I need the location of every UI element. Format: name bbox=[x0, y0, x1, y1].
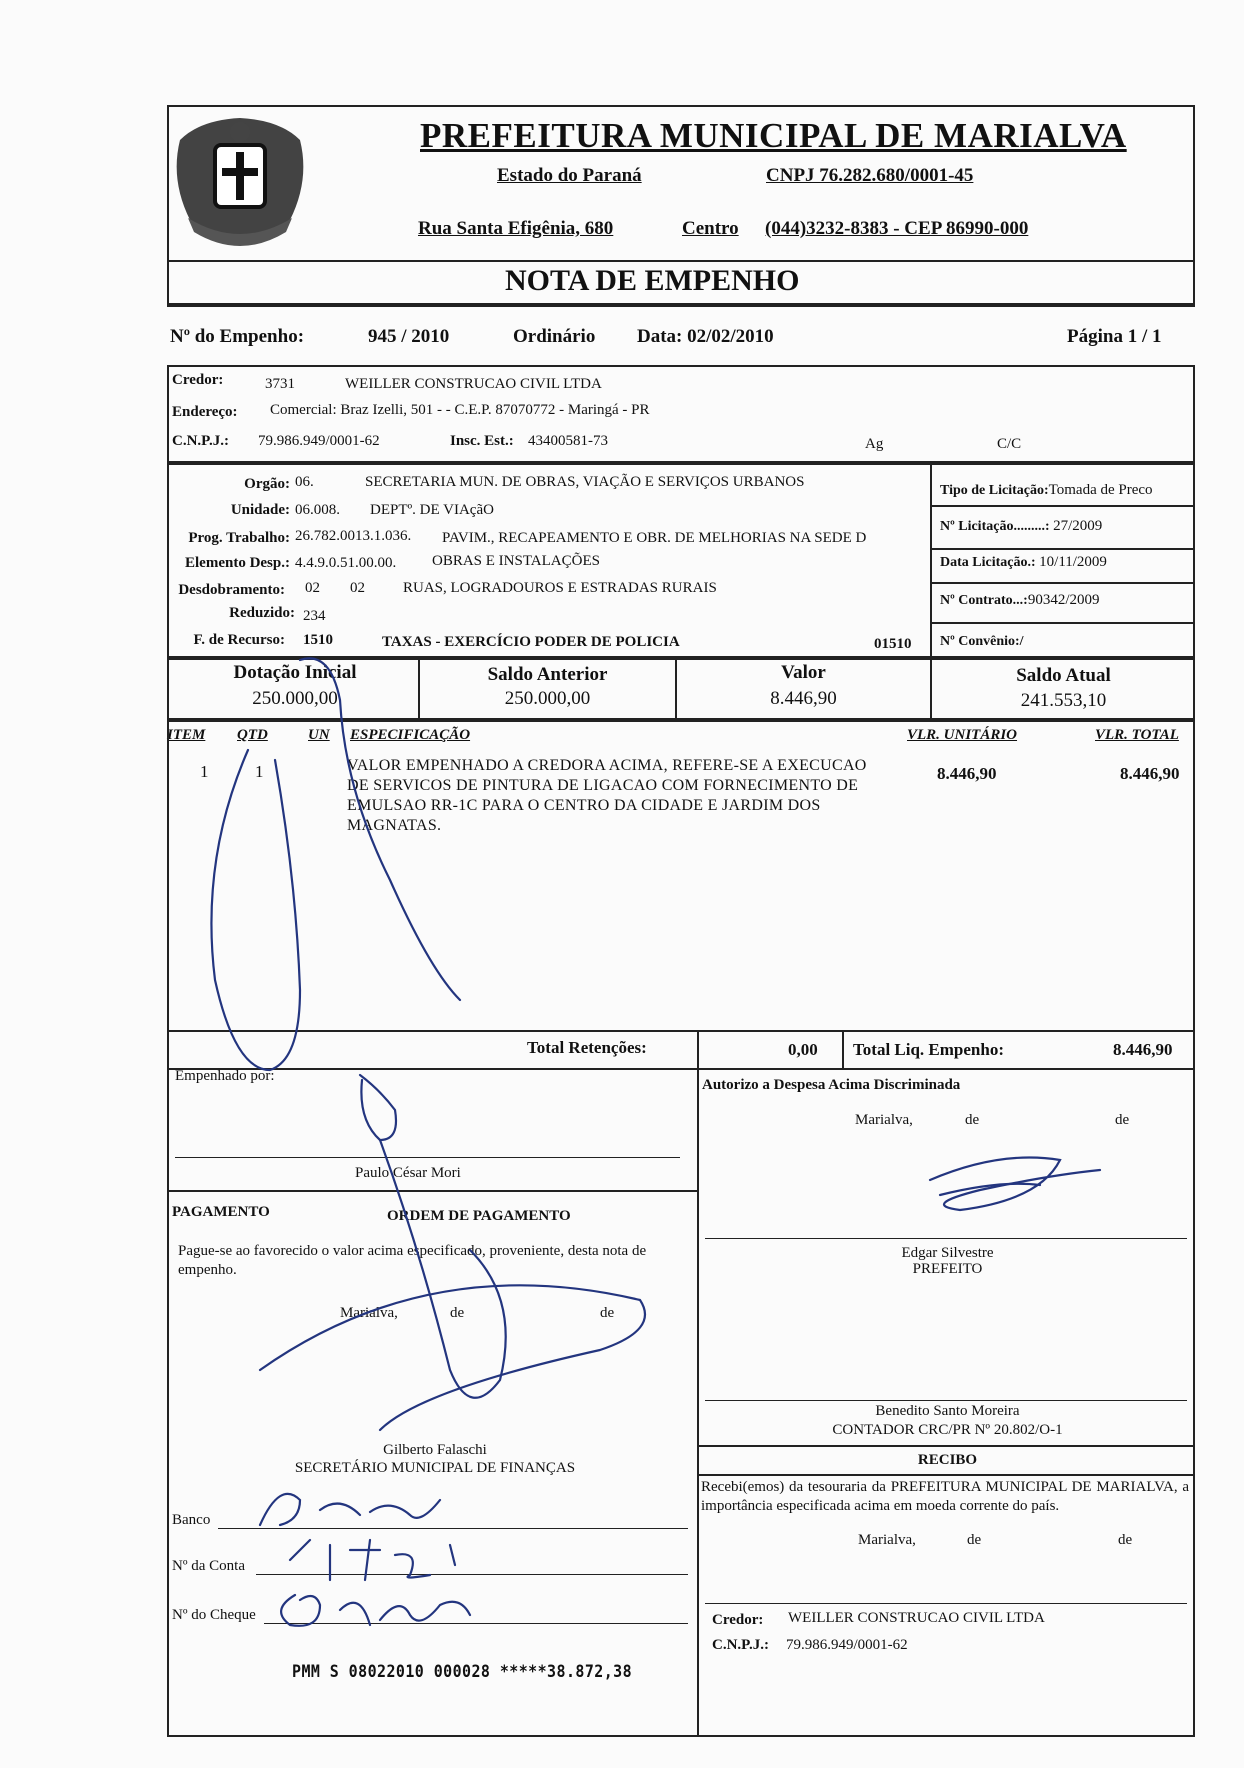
total-retencoes-value: 0,00 bbox=[788, 1040, 818, 1059]
endereco-label: Endereço: bbox=[172, 404, 238, 420]
desd-b: 02 bbox=[350, 580, 365, 596]
orgao-name: SECRETARIA MUN. DE OBRAS, VIAÇÃO E SERVIÇOS URBANOS bbox=[365, 474, 805, 490]
recibo-credor-name: WEILLER CONSTRUCAO CIVIL LTDA bbox=[788, 1610, 1045, 1626]
recurso-code: 1510 bbox=[303, 632, 333, 648]
saldo-anterior-value: 250.000,00 bbox=[504, 688, 591, 709]
saldo-anterior-label: Saldo Anterior bbox=[487, 664, 608, 685]
left-marialva: Marialva, bbox=[340, 1305, 398, 1321]
right-de-2: de bbox=[1115, 1112, 1130, 1128]
page-number: Página 1 / 1 bbox=[1067, 326, 1162, 347]
left-de-2: de bbox=[600, 1305, 615, 1321]
reduzido-value: 234 bbox=[303, 608, 326, 624]
recibo-label: RECIBO bbox=[917, 1452, 978, 1468]
ordem-pagamento-label: ORDEM DE PAGAMENTO bbox=[387, 1208, 571, 1224]
prefeito-role: PREFEITO bbox=[912, 1261, 983, 1277]
recibo-de-2: de bbox=[1118, 1532, 1133, 1548]
conta-label: Nº da Conta bbox=[172, 1558, 245, 1574]
recurso-label: F. de Recurso: bbox=[193, 632, 285, 648]
right-de-1: de bbox=[965, 1112, 980, 1128]
cnpj-label-credor: C.N.P.J.: bbox=[172, 433, 229, 449]
total-retencoes-label: Total Retenções: bbox=[527, 1038, 647, 1057]
doc-title: NOTA DE EMPENHO bbox=[505, 264, 800, 297]
payment-stamp: PMM S 08022010 000028 *****38.872,38 bbox=[292, 1662, 633, 1682]
col-un: UN bbox=[308, 727, 330, 743]
dotacao-inicial-label: Dotação Inicial bbox=[233, 662, 357, 683]
empenho-date: Data: 02/02/2010 bbox=[637, 326, 774, 347]
contador-name: Benedito Santo Moreira bbox=[875, 1403, 1020, 1419]
credor-code: 3731 bbox=[265, 376, 295, 392]
recurso-name: TAXAS - EXERCÍCIO PODER DE POLICIA bbox=[382, 634, 680, 650]
phone-cep-label: (044)3232-8383 - CEP 86990-000 bbox=[765, 218, 1029, 239]
empenhado-por-label: Empenhado por: bbox=[175, 1068, 275, 1084]
col-vlr-total: VLR. TOTAL bbox=[1095, 727, 1179, 743]
col-especificacao: ESPECIFICAÇÃO bbox=[350, 727, 471, 743]
num-licitacao-value: 27/2009 bbox=[1053, 518, 1103, 534]
recibo-marialva: Marialva, bbox=[858, 1532, 916, 1548]
row-vlr-total: 8.446,90 bbox=[1120, 764, 1180, 783]
col-qtd: QTD bbox=[237, 727, 268, 743]
recibo-cnpj-label: C.N.P.J.: bbox=[712, 1637, 769, 1653]
credor-label: Credor: bbox=[172, 372, 224, 388]
recibo-text: Recebi(emos) da tesouraria da PREFEITURA MUNICIPAL DE MARIALVA, a importância especificada acima em moeda corrente do país. bbox=[701, 1479, 1189, 1514]
desd-name: RUAS, LOGRADOUROS E ESTRADAS RURAIS bbox=[403, 580, 717, 596]
tipo-licitacao-label bbox=[940, 482, 1153, 499]
unidade-code: 06.008. bbox=[295, 502, 340, 518]
desd-a: 02 bbox=[305, 580, 320, 596]
col-item: ITEM bbox=[167, 727, 206, 743]
num-licitacao bbox=[940, 518, 1102, 535]
data-licitacao-value: 10/11/2009 bbox=[1039, 554, 1107, 570]
recibo-de-1: de bbox=[967, 1532, 982, 1548]
cnpj-label: CNPJ 76.282.680/0001-45 bbox=[766, 165, 974, 186]
banco-label: Banco bbox=[172, 1512, 211, 1528]
left-de-1: de bbox=[450, 1305, 465, 1321]
street-label: Rua Santa Efigênia, 680 bbox=[418, 218, 614, 239]
right-marialva: Marialva, bbox=[855, 1112, 913, 1128]
desc-line-3: EMULSAO RR-1C PARA O CENTRO DA CIDADE E JARDIM DOS bbox=[347, 797, 821, 814]
page-title: PREFEITURA MUNICIPAL DE MARIALVA bbox=[420, 116, 1127, 155]
desc-line-2: DE SERVICOS DE PINTURA DE LIGACAO COM FORNECIMENTO DE bbox=[347, 777, 859, 794]
data-licitacao bbox=[940, 554, 1107, 571]
unidade-name: DEPTº. DE VIAçãO bbox=[370, 502, 494, 518]
dotacao-inicial-value: 250.000,00 bbox=[252, 688, 338, 709]
row-especificacao bbox=[347, 756, 887, 836]
recurso-number: 01510 bbox=[874, 636, 912, 652]
row-qtd: 1 bbox=[255, 762, 264, 781]
prog-label: Prog. Trabalho: bbox=[188, 530, 290, 546]
total-liq-value: 8.446,90 bbox=[1113, 1040, 1173, 1059]
unidade-label: Unidade: bbox=[230, 502, 290, 518]
insc-value: 43400581-73 bbox=[528, 433, 608, 449]
saldo-atual-value: 241.553,10 bbox=[1020, 690, 1107, 711]
valor-label: Valor bbox=[781, 662, 826, 683]
row-vlr-unitario: 8.446,90 bbox=[937, 764, 997, 783]
row-item: 1 bbox=[200, 762, 209, 781]
orgao-code: 06. bbox=[295, 474, 314, 490]
cheque-label: Nº do Cheque bbox=[172, 1607, 256, 1623]
contrato bbox=[940, 592, 1100, 609]
empenho-number: 945 / 2010 bbox=[368, 326, 450, 347]
elem-name: OBRAS E INSTALAÇÕES bbox=[432, 553, 600, 569]
signer2-name: Gilberto Falaschi bbox=[383, 1442, 487, 1458]
cc-label: C/C bbox=[997, 436, 1022, 452]
prefeito-name: Edgar Silvestre bbox=[901, 1245, 994, 1261]
contrato-value: 90342/2009 bbox=[1027, 592, 1100, 608]
desc-line-1: VALOR EMPENHADO A CREDORA ACIMA, REFERE-SE A EXECUCAO bbox=[347, 757, 867, 774]
contador-role: CONTADOR CRC/PR Nº 20.802/O-1 bbox=[832, 1422, 1063, 1438]
valor-value: 8.446,90 bbox=[770, 688, 837, 709]
signature-line-contador bbox=[705, 1400, 1187, 1401]
desd-label: Desdobramento: bbox=[178, 582, 285, 598]
col-vlr-unitario: VLR. UNITÁRIO bbox=[907, 727, 1018, 743]
autorizo-label: Autorizo a Despesa Acima Discriminada bbox=[702, 1077, 961, 1093]
signer2-role: SECRETÁRIO MUNICIPAL DE FINANÇAS bbox=[294, 1460, 576, 1476]
orgao-label: Orgão: bbox=[244, 476, 290, 492]
signer1-name: Paulo César Mori bbox=[355, 1165, 461, 1181]
elem-code: 4.4.9.0.51.00.00. bbox=[295, 555, 397, 571]
elem-label: Elemento Desp.: bbox=[185, 555, 290, 571]
cnpj-value-credor: 79.986.949/0001-62 bbox=[258, 433, 380, 449]
endereco-value: Comercial: Braz Izelli, 501 - - C.E.P. 87070772 - Maringá - PR bbox=[270, 402, 650, 418]
ag-label: Ag bbox=[865, 436, 884, 452]
desc-line-4: MAGNATAS. bbox=[347, 817, 442, 834]
prog-code: 26.782.0013.1.036. bbox=[295, 528, 412, 544]
empenho-type: Ordinário bbox=[513, 326, 596, 347]
tipo-licitacao-value: Tomada de Preco bbox=[1048, 482, 1153, 498]
pague-text: Pague-se ao favorecido o valor acima especificado, proveniente, desta nota de empenho. bbox=[178, 1243, 647, 1278]
num-licitacao-caption: Nº Licitação.........: bbox=[940, 519, 1050, 534]
insc-label: Insc. Est.: bbox=[450, 433, 514, 449]
recibo-cnpj-value: 79.986.949/0001-62 bbox=[786, 1637, 908, 1653]
convenio: Nº Convênio:/ bbox=[940, 634, 1024, 649]
signature-line-prefeito bbox=[705, 1238, 1187, 1239]
pagamento-label: PAGAMENTO bbox=[172, 1204, 270, 1220]
signature-line-1 bbox=[175, 1157, 680, 1158]
district-label: Centro bbox=[682, 218, 739, 239]
credor-name: WEILLER CONSTRUCAO CIVIL LTDA bbox=[345, 376, 602, 392]
prog-name: PAVIM., RECAPEAMENTO E OBR. DE MELHORIAS NA SEDE D bbox=[442, 530, 867, 546]
reduzido-label: Reduzido: bbox=[229, 605, 295, 621]
saldo-atual-label: Saldo Atual bbox=[1016, 665, 1111, 686]
total-liq-label: Total Liq. Empenho: bbox=[853, 1040, 1004, 1059]
recibo-credor-label: Credor: bbox=[712, 1612, 764, 1628]
data-licitacao-caption: Data Licitação.: bbox=[940, 555, 1036, 570]
empenho-label: Nº do Empenho: bbox=[170, 326, 305, 347]
contrato-caption: Nº Contrato...: bbox=[940, 593, 1028, 608]
state-label: Estado do Paraná bbox=[497, 165, 642, 186]
tipo-licitacao-caption: Tipo de Licitação: bbox=[940, 483, 1049, 498]
